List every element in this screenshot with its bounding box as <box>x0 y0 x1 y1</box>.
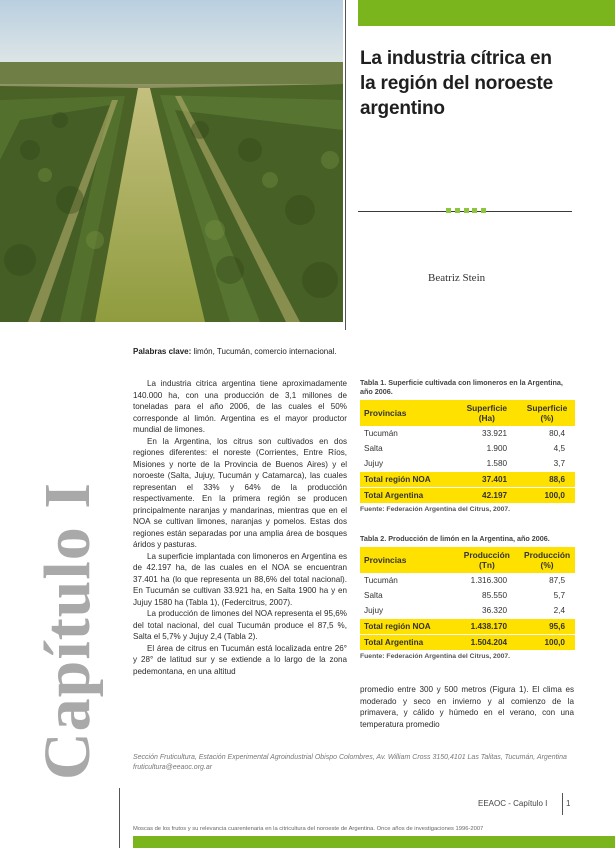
cell: 85.550 <box>482 591 508 600</box>
table-2 <box>360 534 575 660</box>
table-total-row <box>360 619 575 635</box>
paragraph: En la Argentina, los citrus son cultivados en dos regiones diferentes: el noreste (Corrientes, Entre Ríos, Misiones y norte de la Provincia de Buenos Aires) y el noroeste (Salta, Jujuy, Tucumán y Catamarca), las cuales representan el 33% y 64% de la producción respectivamente. En la primera región se producen principalmente naranjas y mandarinas, mientras que en el NOA se cultivan limones, naranjas y pomelos. Estas dos regiones están separadas por una amplia área de bosques áridos y pasturas. <box>133 436 347 549</box>
body-left-column <box>133 378 347 677</box>
table-row <box>360 573 575 588</box>
table-row <box>360 588 575 603</box>
bottom-accent-bar <box>133 836 615 848</box>
cell: 3,7 <box>553 459 565 468</box>
cell: Tucumán <box>364 429 398 438</box>
keywords-text: limón, Tucumán, comercio internacional. <box>191 347 337 356</box>
paragraph: La industria citrica argentina tiene aproximadamente 140.000 ha, con una producción de 3,1 millones de toneladas para el año 2006, de las cuales el 50% corresponde al limón. Argentina es el mayor productor mundial de limones. <box>133 379 347 434</box>
title-line: La industria cítrica en <box>360 48 552 69</box>
cell: 1.504.204 <box>455 635 520 651</box>
table-1-grid <box>360 400 575 503</box>
table-row <box>360 426 575 441</box>
footer-separator <box>562 793 563 815</box>
affiliation-address: Sección Fruticultura, Estación Experimental Agroindustrial Obispo Colombres, Av. William Cross 3150,4101 Las Talitas, Tucumán, Argentina fruticultura@eeaoc.org.ar <box>133 754 567 771</box>
title-line: la región del noroeste <box>360 73 554 94</box>
table-caption: Tabla 2. Producción de limón en la Argentina, año 2006. <box>360 534 550 543</box>
divider-dots <box>446 208 486 214</box>
column-header: Superficie (%) <box>519 400 575 426</box>
cell: Tucumán <box>364 576 398 585</box>
cell: 1.438.170 <box>455 619 520 635</box>
body-right-column: promedio entre 300 y 500 metros (Figura 1). El clima es moderado y seco en invierno y al comienzo de la primavera, y cálido y húmedo en el verano, con una temperatura promedio <box>360 685 574 729</box>
paragraph: La superficie implantada con limoneros en Argentina es de 42.197 ha, de las cuales en el NOA se encuentran 37.401 ha (lo que representa un 88,6% del total nacional). En Tucumán se cultivan 33.921 ha, en Salta 1900 ha y en Jujuy 1580 ha (Tabla 1), (Federcitrus, 2007). <box>133 551 347 607</box>
keywords-label: Palabras clave: <box>133 347 192 356</box>
table-2-grid <box>360 547 575 650</box>
paragraph: La producción de limones del NOA representa el 95,6% del total nacional, del cual Tucumán produce el 87,5 %, Salta el 5,7% y Jujuy 2,4 (Tabla 2). <box>133 609 347 641</box>
table-1 <box>360 378 575 513</box>
column-header: Provincias <box>360 400 455 426</box>
cell: Total Argentina <box>360 635 455 651</box>
cell: 100,0 <box>519 635 575 651</box>
table-total-row <box>360 635 575 651</box>
column-header: Provincias <box>360 547 455 573</box>
table-caption: Tabla 1. Superficie cultivada con limoneros en la Argentina, año 2006. <box>360 378 563 396</box>
cell: Jujuy <box>364 606 384 615</box>
cell: 37.401 <box>455 472 520 488</box>
cell: 100,0 <box>519 488 575 504</box>
cell: 80,4 <box>549 429 565 438</box>
cell: 1.580 <box>486 459 508 468</box>
page-number: 1 <box>566 799 571 808</box>
table-source: Fuente: Federación Argentina del Citrus, 2007. <box>360 506 511 513</box>
cell: 5,7 <box>553 591 565 600</box>
table-row <box>360 441 575 456</box>
table-source: Fuente: Federación Argentina del Citrus, 2007. <box>360 653 511 660</box>
top-accent-bar <box>358 0 615 26</box>
cell: 4,5 <box>553 444 565 453</box>
header-vertical-rule <box>345 0 346 330</box>
cell: 1.316.300 <box>470 576 508 585</box>
cell: 2,4 <box>553 606 565 615</box>
cell: 87,5 <box>549 576 565 585</box>
cell: 42.197 <box>455 488 520 504</box>
table-total-row <box>360 472 575 488</box>
footer-note: Moscas de los frutos y su relevancia cuarentenaria en la citricultura del noroeste de Argentina. Once años de investigaciones 1996-2007 <box>133 826 484 832</box>
table-total-row <box>360 488 575 504</box>
cell: Total región NOA <box>360 472 455 488</box>
cell: Jujuy <box>364 459 384 468</box>
cell: 33.921 <box>482 429 508 438</box>
footer-chapter: EEAOC - Capítulo I <box>478 799 548 808</box>
cell: Total región NOA <box>360 619 455 635</box>
footer-vertical-rule <box>119 788 120 848</box>
column-header: Producción (Tn) <box>455 547 520 573</box>
table-row <box>360 603 575 619</box>
cell: Salta <box>364 591 383 600</box>
cell: 36.320 <box>482 606 508 615</box>
column-header: Superficie (Ha) <box>455 400 520 426</box>
chapter-label: Capítulo I <box>31 482 104 780</box>
orchard-photo <box>0 0 343 322</box>
cell: 1.900 <box>486 444 508 453</box>
cell: 95,6 <box>519 619 575 635</box>
cell: 88,6 <box>519 472 575 488</box>
cell: Total Argentina <box>360 488 455 504</box>
title-line: argentino <box>360 98 445 119</box>
table-row <box>360 456 575 472</box>
cell: Salta <box>364 444 383 453</box>
article-title <box>360 46 605 121</box>
paragraph: El área de citrus en Tucumán está localizada entre 26° y 28° de latitud sur y se extiende a lo largo de la zona pedemontana, en una altitud <box>133 643 347 676</box>
author-name: Beatriz Stein <box>428 272 486 284</box>
keywords <box>133 347 433 356</box>
column-header: Producción (%) <box>519 547 575 573</box>
